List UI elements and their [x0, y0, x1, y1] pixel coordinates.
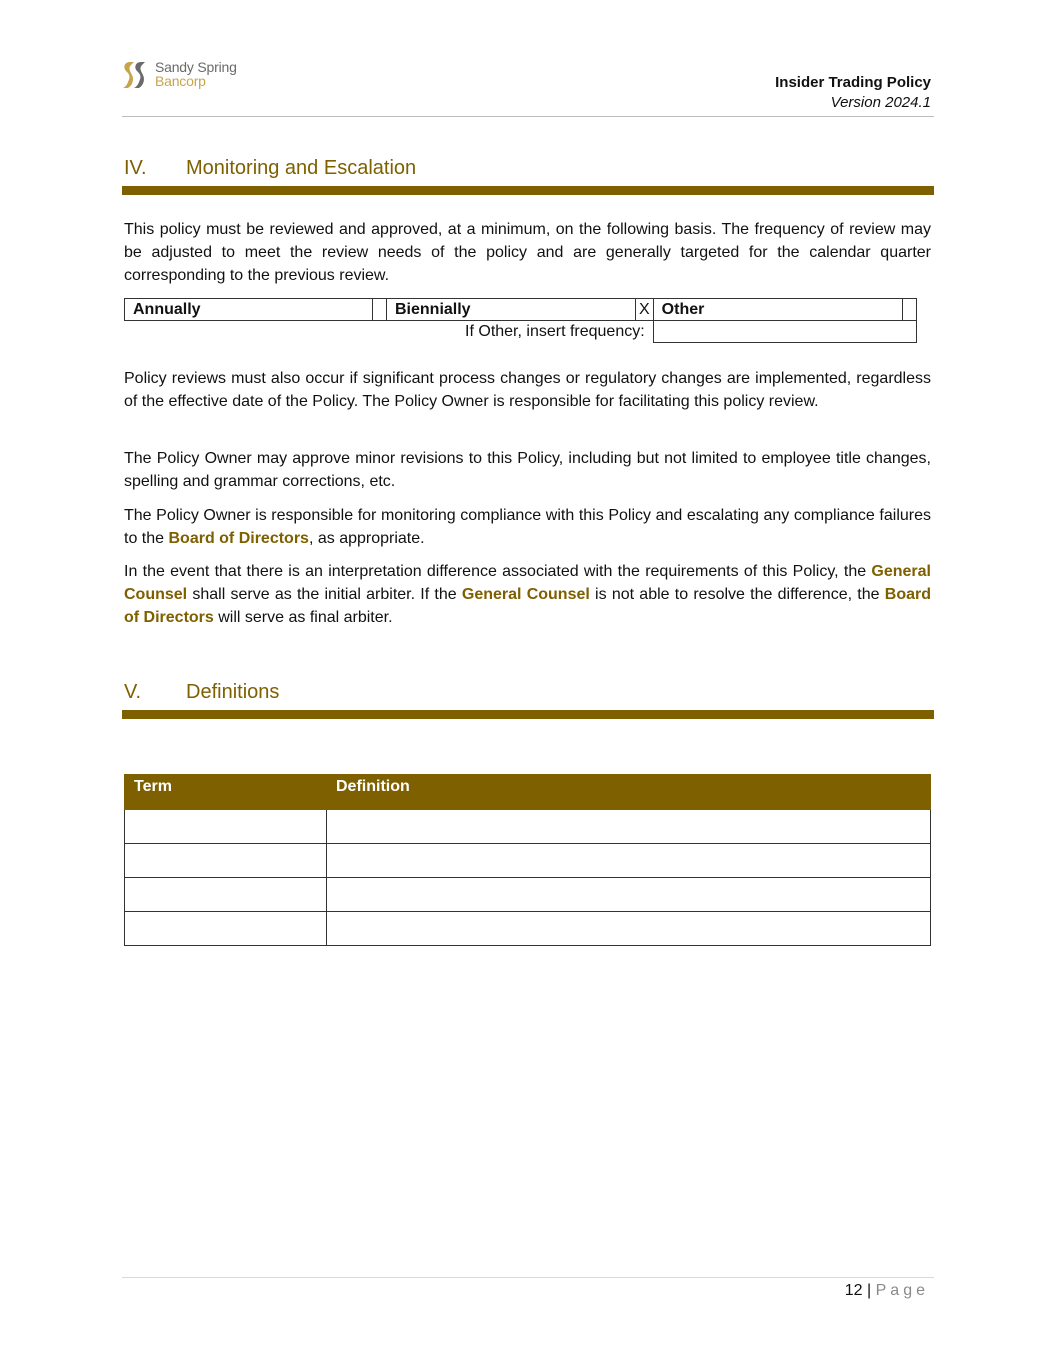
section-4-number: IV.	[124, 157, 147, 179]
page-separator: |	[867, 1282, 872, 1299]
board-of-directors-term: Board of Directors	[124, 586, 931, 626]
section-5-title: Definitions	[186, 681, 280, 703]
biennially-checkbox[interactable]: X	[636, 299, 654, 321]
para4-text-a: In the event that there is an interpretation difference associated with the requirements of this Policy, the	[124, 563, 872, 580]
biennially-label: Biennially	[387, 299, 636, 321]
document-version: Version 2024.1	[830, 94, 931, 111]
table-row	[125, 844, 931, 878]
general-counsel-term: General Counsel	[124, 563, 931, 603]
logo-line-2: Bancorp	[155, 73, 206, 89]
footer-divider	[122, 1277, 934, 1278]
general-counsel-term: General Counsel	[461, 586, 590, 603]
table-row	[125, 810, 931, 844]
section-4-paragraph-4	[124, 560, 931, 629]
section-4-bar	[122, 186, 934, 195]
section-4-title: Monitoring and Escalation	[186, 157, 417, 179]
table-row	[125, 878, 931, 912]
document-title: Insider Trading Policy	[775, 74, 931, 91]
header-divider	[122, 116, 934, 117]
annually-label: Annually	[125, 299, 373, 321]
page-label: Page	[875, 1282, 929, 1299]
term-cell[interactable]	[125, 912, 327, 946]
annually-checkbox[interactable]	[373, 299, 387, 321]
para4-text-c: is not able to resolve the difference, the	[589, 586, 885, 603]
other-checkbox[interactable]	[902, 299, 916, 321]
term-cell[interactable]	[125, 810, 327, 844]
term-column-header: Term	[125, 775, 327, 810]
definition-cell[interactable]	[327, 912, 931, 946]
page-number	[845, 1282, 929, 1300]
logo-line-1: Sandy Spring	[155, 59, 237, 75]
logo-mark-icon	[122, 60, 150, 90]
definition-cell[interactable]	[327, 844, 931, 878]
para3-text-b: , as appropriate.	[308, 530, 425, 547]
other-frequency-field[interactable]	[653, 321, 916, 343]
para3-text-a: The Policy Owner is responsible for monitoring compliance with this Policy and escalating any compliance failures to the	[124, 507, 931, 547]
para4-text-b: shall serve as the initial arbiter. If the	[187, 586, 462, 603]
other-frequency-prompt: If Other, insert frequency:	[465, 322, 645, 340]
definition-cell[interactable]	[327, 810, 931, 844]
definition-cell[interactable]	[327, 878, 931, 912]
company-logo	[122, 58, 262, 92]
term-cell[interactable]	[125, 844, 327, 878]
section-4-intro: This policy must be reviewed and approved, at a minimum, on the following basis. The frequency of review may be adjusted to meet the review needs of the policy and are generally targeted for the calendar quarter corresponding to the previous review.	[124, 221, 931, 284]
section-4-paragraph-1: Policy reviews must also occur if significant process changes or regulatory changes are implemented, regardless of the effective date of the Policy. The Policy Owner is responsible for facilitating this policy review.	[124, 370, 931, 410]
table-row	[125, 912, 931, 946]
para4-text-d: will serve as final arbiter.	[213, 609, 393, 626]
other-label: Other	[653, 299, 902, 321]
section-5-number: V.	[124, 681, 142, 703]
term-cell[interactable]	[125, 878, 327, 912]
page-number-value: 12	[844, 1282, 863, 1299]
definition-column-header: Definition	[327, 775, 931, 810]
definitions-table	[124, 774, 931, 946]
section-4-paragraph-2: The Policy Owner may approve minor revisions to this Policy, including but not limited to employee title changes, spelling and grammar corrections, etc.	[124, 450, 931, 490]
board-of-directors-term: Board of Directors	[168, 530, 309, 547]
section-4-paragraph-3	[124, 504, 931, 550]
review-frequency-table	[124, 298, 917, 343]
section-5-bar	[122, 710, 934, 719]
